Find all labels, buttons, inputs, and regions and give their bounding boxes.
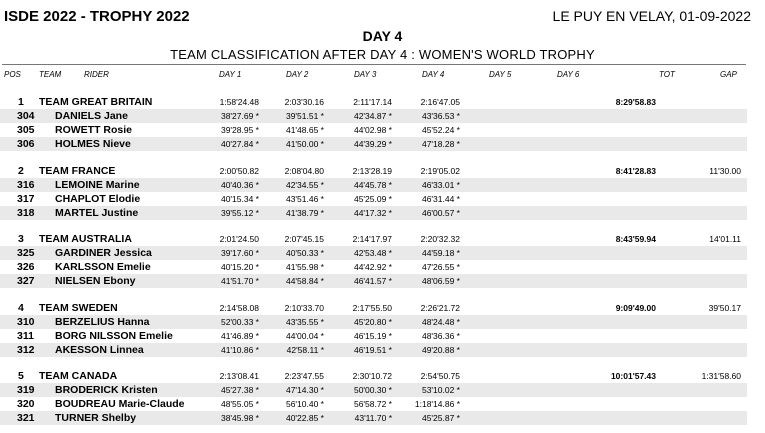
rider-day2: 41'48.65 * (285, 125, 324, 135)
team-pos: 2 (18, 165, 24, 177)
team-gap: 11'30.00 (709, 166, 741, 176)
rider-row (0, 206, 747, 220)
rider-day3: 43'11.70 * (354, 413, 392, 423)
team-day3: 2:17'55.50 (352, 303, 392, 313)
team-name: TEAM GREAT BRITAIN (39, 96, 153, 108)
team-day4: 2:54'50.75 (420, 371, 460, 381)
rider-bib: 317 (17, 193, 35, 205)
rider-day2: 44'00.04 * (285, 331, 324, 341)
rider-day2: 42'58.11 * (286, 345, 324, 355)
team-day1: 2:00'50.82 (219, 166, 259, 176)
rider-bib: 325 (17, 247, 35, 259)
rider-day1: 48'55.05 * (220, 399, 259, 409)
team-day1: 1:58'24.48 (219, 97, 259, 107)
rider-day2: 43'51.46 * (285, 194, 324, 204)
team-day3: 2:30'10.72 (352, 371, 392, 381)
rider-day3: 45'25.09 * (353, 194, 392, 204)
team-gap: 14'01.11 (709, 234, 741, 244)
rider-bib: 306 (17, 138, 35, 150)
rider-bib: 321 (17, 412, 35, 424)
col-day1: DAY 1 (219, 70, 242, 79)
rider-day1: 39'17.60 * (220, 248, 259, 258)
team-day3: 2:14'17.97 (352, 234, 392, 244)
rider-name: BOUDREAU Marie-Claude (55, 398, 185, 410)
rider-name: GARDINER Jessica (55, 247, 152, 259)
team-pos: 5 (18, 370, 24, 382)
rider-day2: 47'14.30 * (285, 385, 324, 395)
rider-day2: 56'10.40 * (285, 399, 324, 409)
rider-name: LEMOINE Marine (55, 179, 140, 191)
team-day2: 2:08'04.80 (284, 166, 324, 176)
rider-name: HOLMES Nieve (55, 138, 131, 150)
team-day1: 2:14'58.08 (219, 303, 259, 313)
rider-row (0, 383, 747, 397)
rider-day1: 40'15.34 * (220, 194, 259, 204)
col-tot: TOT (659, 70, 675, 79)
rider-name: BORG NILSSON Emelie (55, 330, 173, 342)
team-name: TEAM SWEDEN (39, 302, 118, 314)
team-row (0, 232, 747, 246)
rider-day4: 45'52.24 * (421, 125, 460, 135)
rider-day3: 56'58.72 * (353, 399, 392, 409)
rider-row (0, 178, 747, 192)
rider-day1: 38'27.69 * (220, 111, 259, 121)
team-day2: 2:10'33.70 (284, 303, 324, 313)
rider-day2: 41'55.98 * (285, 262, 324, 272)
rider-day3: 44'17.32 * (353, 208, 392, 218)
rider-day4: 47'26.55 * (421, 262, 460, 272)
rider-name: KARLSSON Emelie (55, 261, 151, 273)
rider-day2: 41'38.79 * (285, 208, 324, 218)
rider-day2: 42'34.55 * (285, 180, 324, 190)
rider-day4: 43'36.53 * (421, 111, 460, 121)
rider-bib: 320 (17, 398, 35, 410)
rider-day1: 45'27.38 * (220, 385, 259, 395)
team-name: TEAM CANADA (39, 370, 118, 382)
rider-day2: 43'35.55 * (285, 317, 324, 327)
rider-day1: 39'55.12 * (220, 208, 259, 218)
rider-name: AKESSON Linnea (55, 344, 144, 356)
team-day4: 2:16'47.05 (420, 97, 460, 107)
team-name: TEAM FRANCE (39, 165, 116, 177)
rider-name: NIELSEN Ebony (55, 275, 136, 287)
rider-row (0, 329, 747, 343)
rider-row (0, 411, 747, 425)
rider-day2: 41'50.00 * (285, 139, 324, 149)
rider-name: ROWETT Rosie (55, 124, 133, 136)
rider-day2: 40'22.85 * (285, 413, 324, 423)
rider-row (0, 192, 747, 206)
col-rider: RIDER (84, 70, 109, 79)
event-title: ISDE 2022 - TROPHY 2022 (4, 8, 190, 25)
team-day1: 2:13'08.41 (219, 371, 259, 381)
team-pos: 3 (18, 233, 24, 245)
team-row (0, 369, 747, 383)
col-gap: GAP (720, 70, 737, 79)
rider-day3: 50'00.30 * (353, 385, 392, 395)
rider-row (0, 274, 747, 288)
rider-day2: 39'51.51 * (285, 111, 324, 121)
rider-name: BERZELIUS Hanna (55, 316, 150, 328)
team-total: 10:01'57.43 (610, 371, 656, 381)
team-name: TEAM AUSTRALIA (39, 233, 132, 245)
rider-bib: 327 (17, 275, 35, 287)
rider-row (0, 260, 747, 274)
rider-row (0, 123, 747, 137)
rider-day4: 48'36.36 * (421, 331, 460, 341)
rider-day4: 46'33.01 * (421, 180, 460, 190)
rider-day4: 47'18.28 * (421, 139, 460, 149)
team-day2: 2:23'47.55 (284, 371, 324, 381)
rider-row (0, 109, 747, 123)
team-day4: 2:26'21.72 (420, 303, 460, 313)
rider-bib: 312 (17, 344, 35, 356)
rider-name: TURNER Shelby (55, 412, 137, 424)
rider-row (0, 397, 747, 411)
rider-day1: 41'51.70 * (220, 276, 259, 286)
rider-bib: 304 (17, 110, 35, 122)
rider-day4: 1:18'14.86 * (414, 399, 460, 409)
team-day3: 2:11'17.14 (353, 97, 392, 107)
rider-day3: 46'41.57 * (353, 276, 392, 286)
team-day1: 2:01'24.50 (219, 234, 259, 244)
rider-bib: 319 (17, 384, 35, 396)
rider-bib: 316 (17, 179, 35, 191)
rider-day1: 52'00.33 * (220, 317, 259, 327)
rider-name: CHAPLOT Elodie (55, 193, 141, 205)
rider-name: BRODERICK Kristen (55, 384, 158, 396)
rider-day3: 44'02.98 * (353, 125, 392, 135)
team-total: 8:43'59.94 (615, 234, 656, 244)
rider-day1: 38'45.98 * (220, 413, 259, 423)
rider-day4: 53'10.02 * (421, 385, 460, 395)
rider-name: DANIELS Jane (55, 110, 128, 122)
classification-subtitle: TEAM CLASSIFICATION AFTER DAY 4 : WOMEN'S WORLD TROPHY (170, 47, 595, 62)
team-day3: 2:13'28.19 (352, 166, 392, 176)
team-total: 9:09'49.00 (615, 303, 656, 313)
rider-day3: 44'39.29 * (353, 139, 392, 149)
team-gap: 39'50.17 (708, 303, 741, 313)
rider-day3: 46'15.19 * (353, 331, 392, 341)
rider-row (0, 315, 747, 329)
rider-day4: 44'59.18 * (421, 248, 460, 258)
rider-day4: 46'31.44 * (421, 194, 460, 204)
rider-day4: 46'00.57 * (421, 208, 460, 218)
rider-day1: 40'15.20 * (220, 262, 259, 272)
rider-day3: 42'34.87 * (353, 111, 392, 121)
col-day2: DAY 2 (286, 70, 309, 79)
team-day4: 2:19'05.02 (420, 166, 460, 176)
team-day2: 2:07'45.15 (284, 234, 324, 244)
rider-day1: 39'28.95 * (220, 125, 259, 135)
rider-day1: 41'46.89 * (220, 331, 259, 341)
col-team: TEAM (39, 70, 62, 79)
day-title: DAY 4 (362, 28, 403, 44)
rider-day4: 49'20.88 * (421, 345, 460, 355)
rider-day4: 48'24.48 * (421, 317, 460, 327)
rider-day3: 44'45.78 * (353, 180, 392, 190)
team-total: 8:41'28.83 (615, 166, 656, 176)
rider-name: MARTEL Justine (55, 207, 139, 219)
rider-bib: 310 (17, 316, 35, 328)
rider-row (0, 137, 747, 151)
rider-bib: 326 (17, 261, 35, 273)
location-date: LE PUY EN VELAY, 01-09-2022 (552, 8, 751, 24)
team-row (0, 301, 747, 315)
rider-bib: 305 (17, 124, 35, 136)
col-day4: DAY 4 (422, 70, 445, 79)
team-total: 8:29'58.83 (615, 97, 656, 107)
rider-day4: 48'06.59 * (421, 276, 460, 286)
team-day2: 2:03'30.16 (284, 97, 324, 107)
team-row (0, 95, 747, 109)
rider-day2: 40'50.33 * (285, 248, 324, 258)
team-gap: 1:31'58.60 (701, 371, 741, 381)
rider-day3: 46'19.51 * (353, 345, 392, 355)
header-divider (2, 64, 746, 65)
team-pos: 4 (18, 302, 24, 314)
rider-row (0, 343, 747, 357)
team-day4: 2:20'32.32 (420, 234, 460, 244)
rider-day2: 44'58.84 * (285, 276, 324, 286)
col-day5: DAY 5 (489, 70, 512, 79)
rider-row (0, 246, 747, 260)
rider-bib: 311 (17, 330, 34, 342)
rider-day3: 45'20.80 * (353, 317, 392, 327)
team-row (0, 164, 747, 178)
rider-day4: 45'25.87 * (421, 413, 460, 423)
rider-day1: 40'40.36 * (220, 180, 259, 190)
rider-day3: 44'42.92 * (353, 262, 392, 272)
team-pos: 1 (18, 96, 24, 108)
rider-day3: 42'53.48 * (353, 248, 392, 258)
rider-day1: 40'27.84 * (220, 139, 259, 149)
rider-bib: 318 (17, 207, 35, 219)
col-pos: POS (4, 70, 21, 79)
col-day6: DAY 6 (557, 70, 580, 79)
rider-day1: 41'10.86 * (220, 345, 259, 355)
col-day3: DAY 3 (354, 70, 377, 79)
